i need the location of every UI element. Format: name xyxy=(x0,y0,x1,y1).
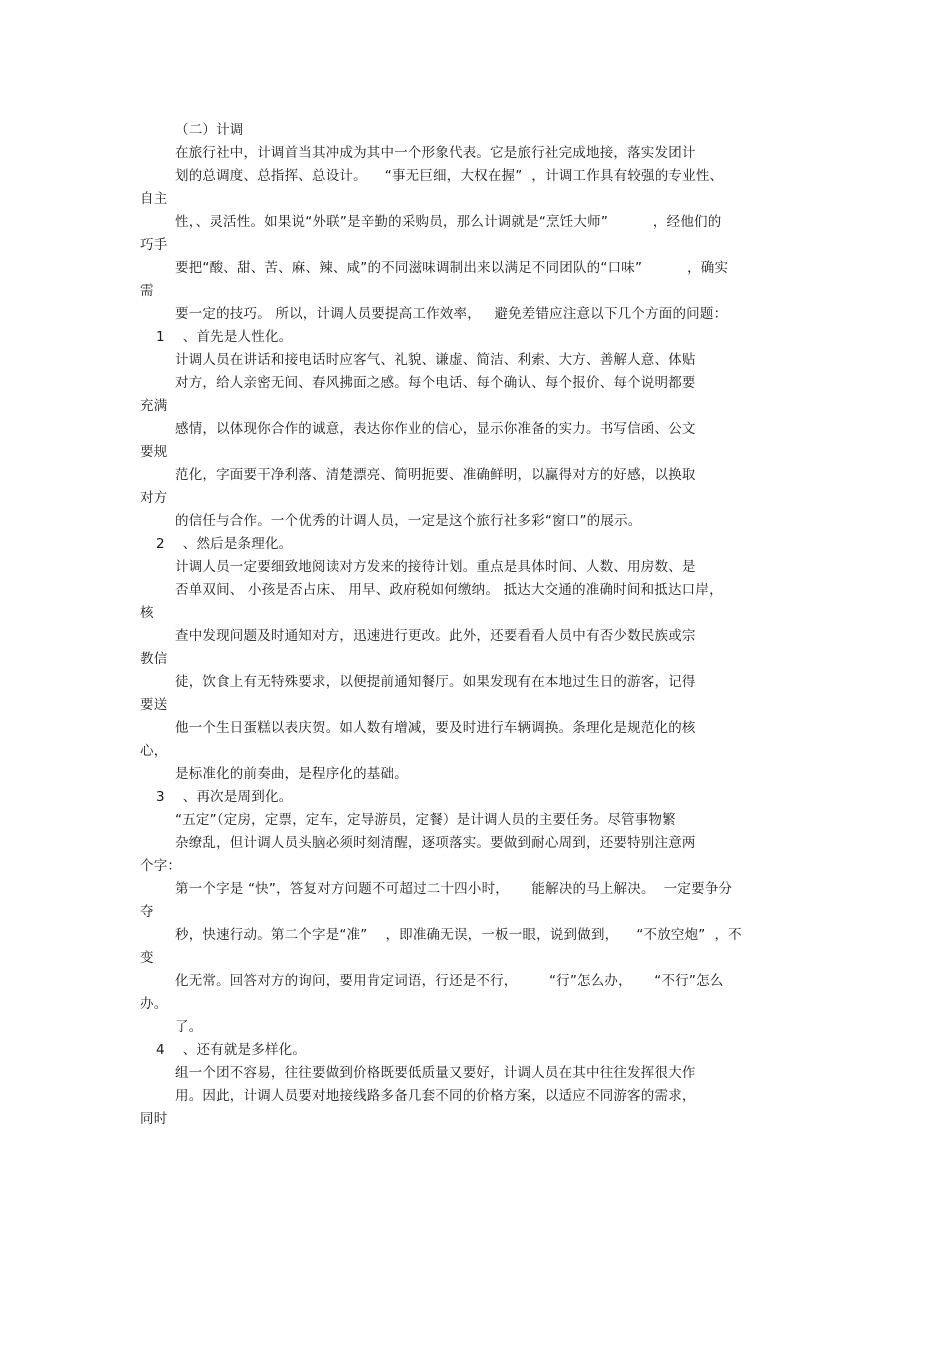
text-line: 要规 xyxy=(140,444,168,460)
text-line: 充满 xyxy=(140,398,168,414)
text-line: 自主 xyxy=(140,191,168,207)
text-line: 要送 xyxy=(140,697,168,713)
text-line: 感情，以体现你合作的诚意，表达你作业的信心，显示你准备的实力。书写信函、公文 xyxy=(175,421,696,437)
text-line: 划的总调度、总指挥、总设计。 “事无巨细，大权在握” ，计调工作具有较强的专业性、 xyxy=(175,168,724,184)
text-line: 办。 xyxy=(140,996,168,1012)
text-line: 了。 xyxy=(175,1019,203,1035)
text-line: 变 xyxy=(140,950,154,966)
text-line: “五定”（定房，定票，定车，定导游员，定餐）是计调人员的主要任务。尽管事物繁 xyxy=(175,812,676,828)
text-line: 同时 xyxy=(140,1111,168,1127)
text-line: 杂缭乱，但计调人员头脑必须时刻清醒，逐项落实。要做到耐心周到，还要特别注意两 xyxy=(175,835,696,851)
text-line: 查中发现问题及时通知对方，迅速进行更改。此外，还要看看人员中有否少数民族或宗 xyxy=(175,628,696,644)
text-line: 秒，快速行动。第二个字是“准” ，即准确无误，一板一眼，说到做到， “不放空炮” ，不 xyxy=(175,927,742,943)
text-line: 否单双间、 小孩是否占床、 用早、政府税如何缴纳。 抵达大交通的准确时间和抵达口岸， xyxy=(175,582,723,598)
text-line: 对方 xyxy=(140,490,168,506)
text-line: 个字： xyxy=(140,858,182,874)
text-line: 在旅行社中，计调首当其冲成为其中一个形象代表。它是旅行社完成地接，落实发团计 xyxy=(175,145,696,161)
text-line: 对方，给人亲密无间、春风拂面之感。每个电话、每个确认、每个报价、每个说明都要 xyxy=(175,375,696,391)
text-line: 要一定的技巧。 所以，计调人员要提高工作效率， 避免差错应注意以下几个方面的问题： xyxy=(175,306,728,322)
text-line: 核 xyxy=(140,605,154,621)
list-heading-3: 3 、再次是周到化。 xyxy=(156,789,293,805)
list-heading-2: 2 、然后是条理化。 xyxy=(156,536,293,552)
text-line: 巧手 xyxy=(140,237,168,253)
list-heading-4: 4 、还有就是多样化。 xyxy=(156,1042,307,1058)
text-line: 组一个团不容易，往往要做到价格既要低质量又要好，计调人员在其中往往发挥很大作 xyxy=(175,1065,696,1081)
text-line: 第一个字是 “快”，答复对方问题不可超过二十四小时， 能解决的马上解决。 一定要争分 xyxy=(175,881,733,897)
text-line: 夺 xyxy=(140,904,154,920)
text-line: 他一个生日蛋糕以表庆贺。如人数有增减，要及时进行车辆调换。条理化是规范化的核 xyxy=(175,720,696,736)
text-line: 化无常。回答对方的询问，要用肯定词语，行还是不行， “行”怎么办， “不行”怎么 xyxy=(175,973,724,989)
text-line: 范化，字面要干净利落、清楚漂亮、简明扼要、准确鲜明，以赢得对方的好感，以换取 xyxy=(175,467,696,483)
text-line: 要把“酸、甜、苦、麻、辣、咸”的不同滋味调制出来以满足不同团队的“口味” ，确实 xyxy=(175,260,729,276)
text-line: 是标准化的前奏曲，是程序化的基础。 xyxy=(175,766,408,782)
text-line: 计调人员一定要细致地阅读对方发来的接待计划。重点是具体时间、人数、用房数、是 xyxy=(175,559,696,575)
text-line: 需 xyxy=(140,283,154,299)
text-line: 的信任与合作。一个优秀的计调人员，一定是这个旅行社多彩“窗口”的展示。 xyxy=(175,513,642,529)
text-line: 用。因此，计调人员要对地接线路多备几套不同的价格方案，以适应不同游客的需求， xyxy=(175,1088,696,1104)
text-line: 性，、灵活性。如果说“外联”是辛勤的采购员，那么计调就是“烹饪大师” ，经他们的 xyxy=(175,214,722,230)
text-line: 计调人员在讲话和接电话时应客气、礼貌、谦虚、简洁、利索、大方、善解人意、体贴 xyxy=(175,352,696,368)
section-title: （二）计调 xyxy=(175,122,244,138)
list-heading-1: 1 、首先是人性化。 xyxy=(156,329,293,345)
text-line: 教信 xyxy=(140,651,168,667)
text-line: 心， xyxy=(140,743,168,759)
text-line: 徒，饮食上有无特殊要求，以便提前通知餐厅。如果发现有在本地过生日的游客，记得 xyxy=(175,674,696,690)
